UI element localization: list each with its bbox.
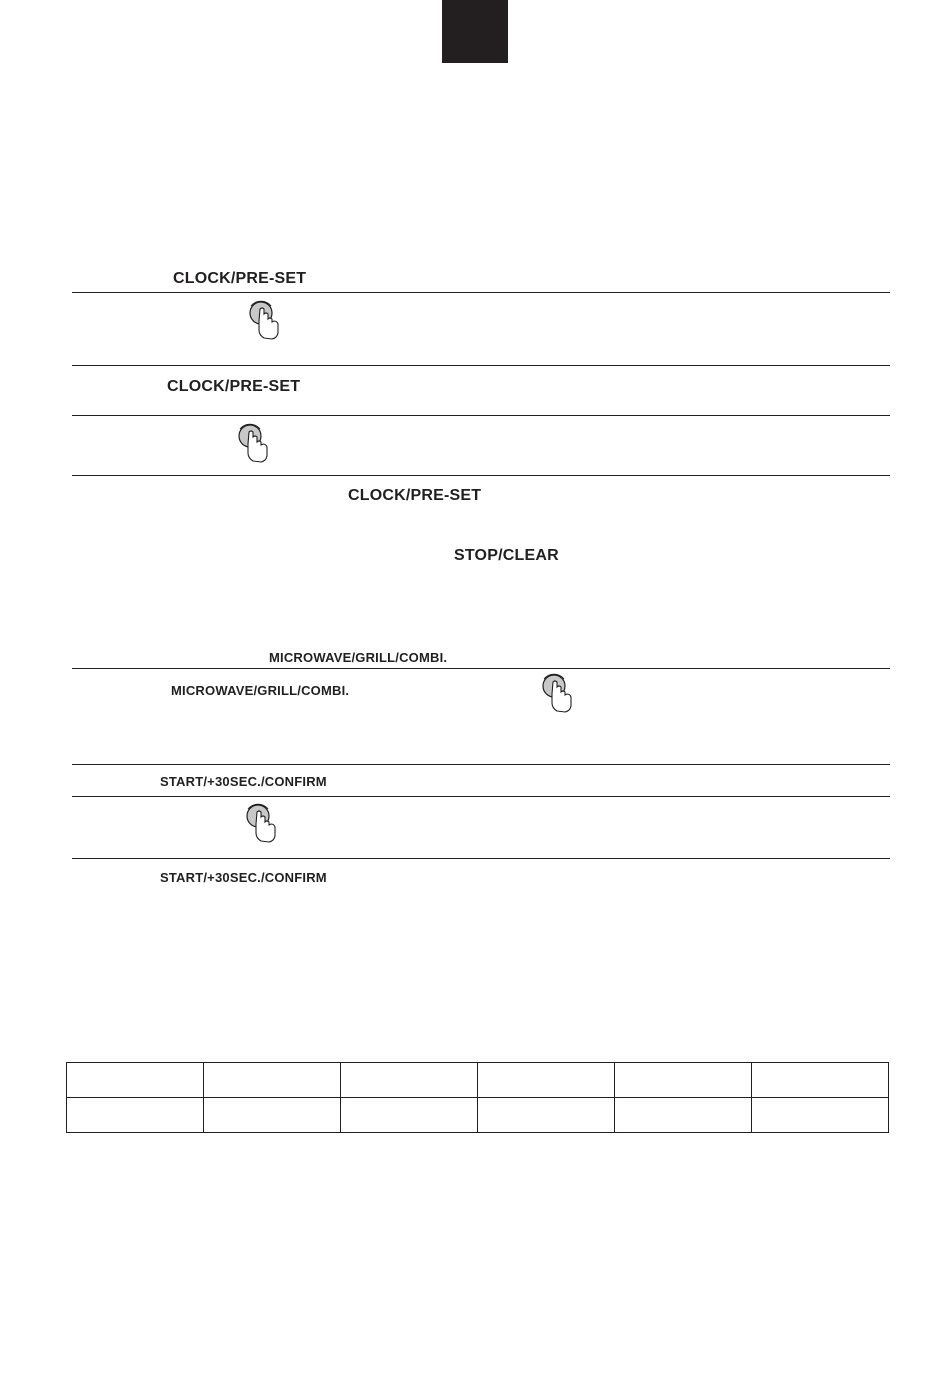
rotary-knob-hand-icon	[242, 800, 282, 848]
mode-label: MICROWAVE/GRILL/COMBI.	[269, 650, 448, 665]
table-cell	[341, 1063, 478, 1098]
rotary-knob-hand-icon	[538, 670, 578, 718]
start-confirm-label: START/+30SEC./CONFIRM	[160, 870, 327, 885]
table-row	[67, 1063, 889, 1098]
divider	[72, 365, 890, 366]
table-cell	[67, 1098, 204, 1133]
stop-clear-label: STOP/CLEAR	[454, 547, 559, 564]
mode-label: MICROWAVE/GRILL/COMBI.	[171, 683, 350, 698]
divider	[72, 475, 890, 476]
clock-preset-label: CLOCK/PRE-SET	[348, 487, 482, 504]
table-cell	[615, 1063, 752, 1098]
table-cell	[752, 1063, 889, 1098]
table-cell	[752, 1098, 889, 1133]
clock-preset-label: CLOCK/PRE-SET	[173, 270, 307, 287]
clock-preset-label: CLOCK/PRE-SET	[167, 378, 301, 395]
rotary-knob-hand-icon	[234, 420, 274, 468]
table-cell	[204, 1098, 341, 1133]
table-cell	[615, 1098, 752, 1133]
table-cell	[67, 1063, 204, 1098]
start-confirm-label: START/+30SEC./CONFIRM	[160, 774, 327, 789]
table-cell	[478, 1063, 615, 1098]
table-cell	[204, 1063, 341, 1098]
reference-table	[66, 1062, 889, 1133]
divider	[72, 796, 890, 797]
page-tab-marker	[442, 0, 508, 63]
divider	[72, 292, 890, 293]
table-row	[67, 1098, 889, 1133]
table-cell	[478, 1098, 615, 1133]
divider	[72, 858, 890, 859]
divider	[72, 415, 890, 416]
divider	[72, 764, 890, 765]
rotary-knob-hand-icon	[245, 297, 285, 345]
table-cell	[341, 1098, 478, 1133]
divider	[72, 668, 890, 669]
